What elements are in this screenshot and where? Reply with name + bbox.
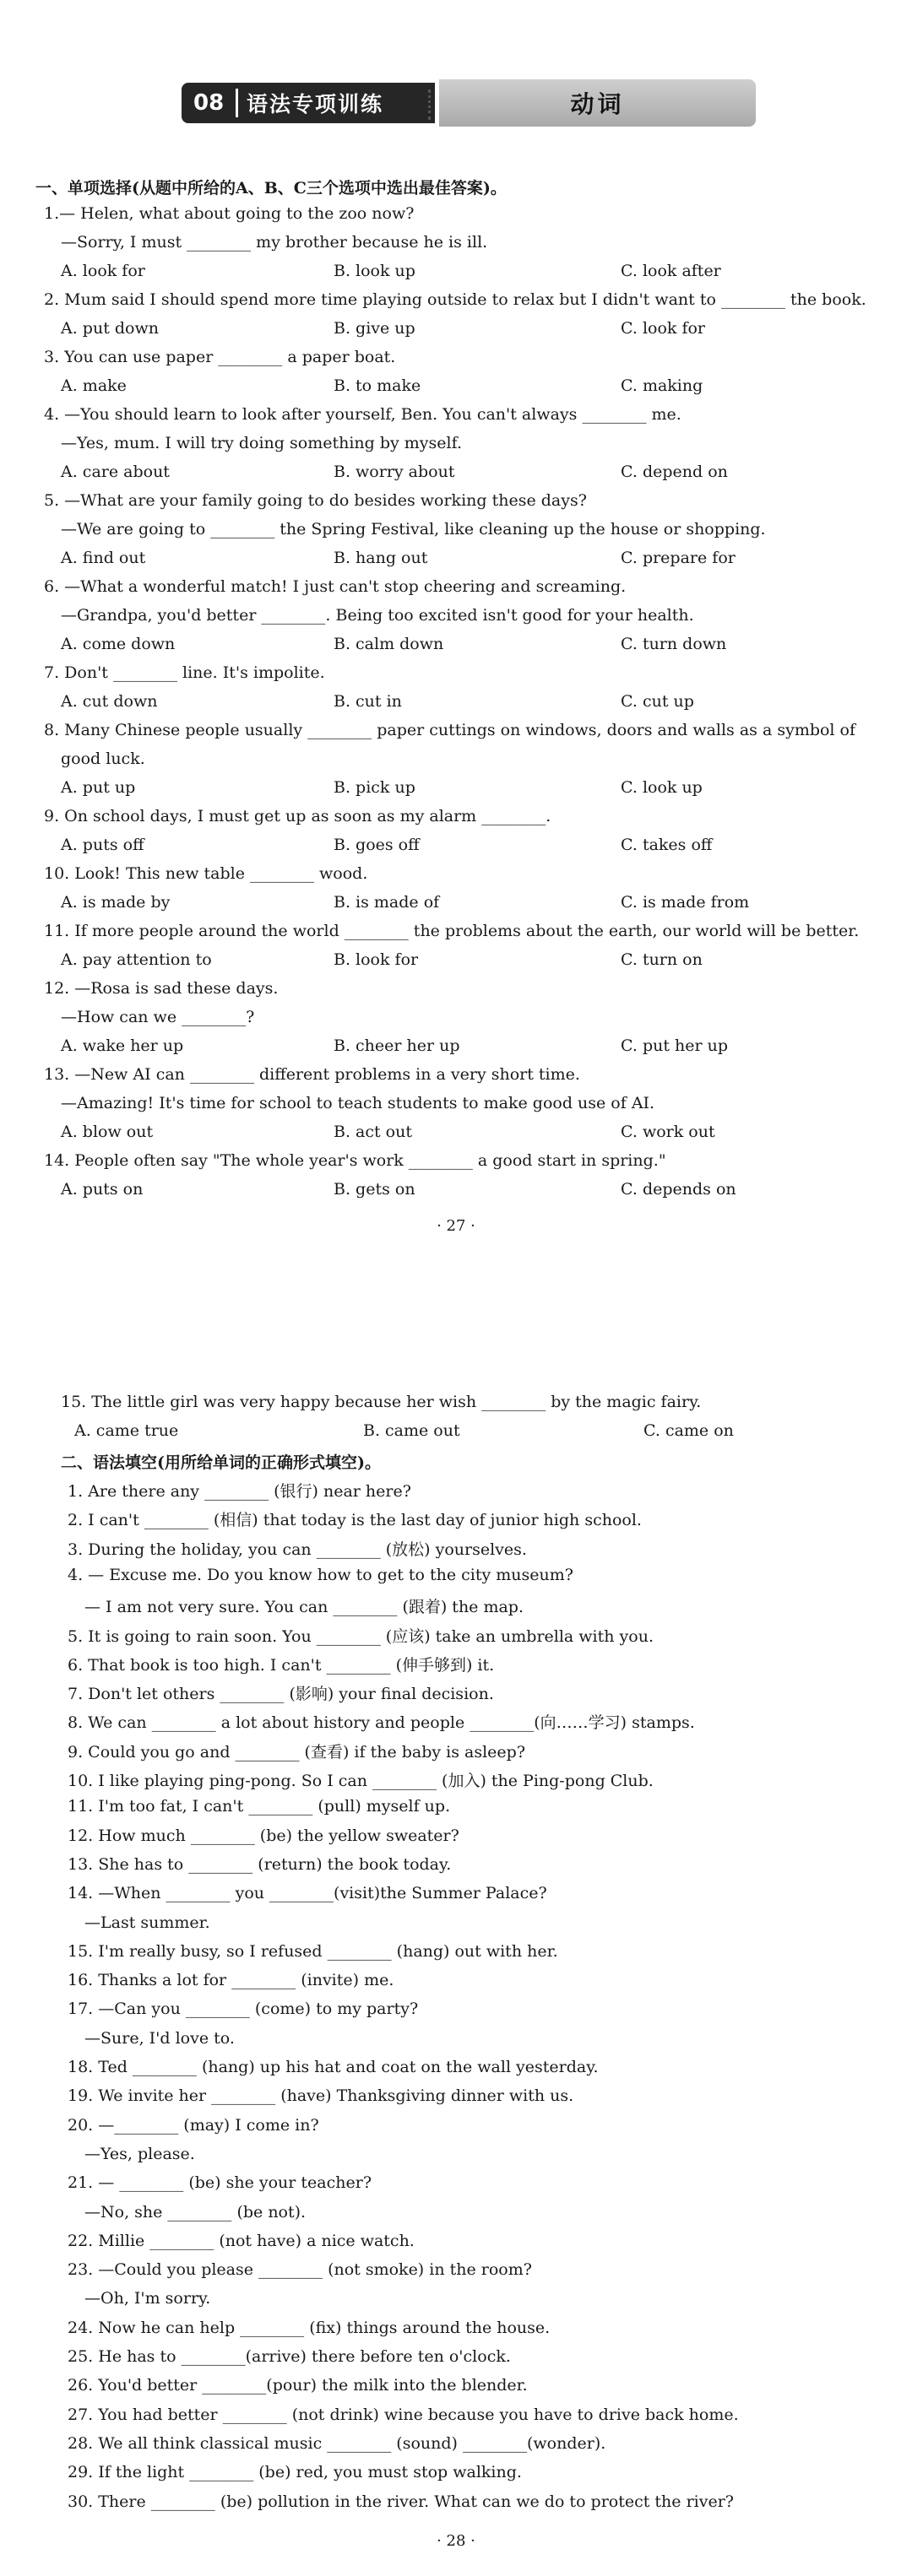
answer-option: C. depends on xyxy=(621,1180,736,1199)
fill-blank-line: 13. She has to ________ (return) the book today. xyxy=(68,1854,452,1874)
header-label xyxy=(182,83,435,123)
answer-option: A. puts on xyxy=(61,1180,144,1199)
answer-option: C. look after xyxy=(621,262,721,280)
question-stem: 9. On school days, I must get up as soon as my alarm ________. xyxy=(44,807,551,825)
fill-blank-line: 21. — ________ (be) she your teacher? xyxy=(68,2173,372,2193)
answer-option: A. come down xyxy=(61,635,176,653)
fill-blank-line: 22. Millie ________ (not have) a nice watch. xyxy=(68,2231,415,2250)
question-stem: 6. —What a wonderful match! I just can't stop cheering and screaming. xyxy=(44,577,627,596)
fill-blank-line: 26. You'd better ________(pour) the milk into the blender. xyxy=(68,2376,528,2395)
question-line: —Sorry, I must ________ my brother because he is ill. xyxy=(61,233,488,252)
answer-option: C. takes off xyxy=(621,836,713,854)
answer-option: A. look for xyxy=(61,262,145,280)
fill-blank-line: 19. We invite her ________ (have) Thanksgiving dinner with us. xyxy=(68,2086,574,2106)
answer-option: A. is made by xyxy=(61,893,171,912)
header-divider xyxy=(236,89,238,117)
answer-option: B. worry about xyxy=(334,463,455,481)
fill-blank-line: —Oh, I'm sorry. xyxy=(84,2289,211,2308)
header-number: 08 xyxy=(193,90,225,116)
answer-option: B. came out xyxy=(363,1421,460,1440)
page-number: · 28 · xyxy=(437,2532,475,2550)
fill-blank-line: 11. I'm too fat, I can't ________ (pull) myself up. xyxy=(68,1797,451,1816)
answer-option: C. turn on xyxy=(621,950,703,969)
answer-option: A. wake her up xyxy=(61,1036,184,1055)
fill-blank-line: 8. We can ________ a lot about history and people ________(向……学习) stamps. xyxy=(68,1713,695,1733)
answer-option: A. cut down xyxy=(61,692,158,711)
fill-blank-line: —Yes, please. xyxy=(84,2144,195,2163)
question-stem: 8. Many Chinese people usually ________ paper cuttings on windows, doors and walls as a symbol of xyxy=(44,721,856,739)
fill-blank-line: 6. That book is too high. I can't ________ (伸手够到) it. xyxy=(68,1655,495,1675)
question-stem: 13. —New AI can ________ different problems in a very short time. xyxy=(44,1065,580,1084)
answer-option: C. work out xyxy=(621,1123,715,1141)
answer-option: C. making xyxy=(621,376,703,395)
fill-blank-line: 14. —When ________ you ________(visit)the Summer Palace? xyxy=(68,1884,547,1903)
fill-blank-line: 12. How much ________ (be) the yellow sweater? xyxy=(68,1826,459,1845)
question-line: —We are going to ________ the Spring Festival, like cleaning up the house or shopping. xyxy=(61,520,766,538)
question-stem: 12. —Rosa is sad these days. xyxy=(44,979,279,998)
fill-blank-line: —No, she ________ (be not). xyxy=(84,2202,307,2222)
question-stem: 4. —You should learn to look after yourself, Ben. You can't always ________ me. xyxy=(44,405,681,424)
section-header xyxy=(182,79,756,130)
fill-blank-line: 25. He has to ________(arrive) there before ten o'clock. xyxy=(68,2347,511,2366)
answer-option: B. act out xyxy=(334,1123,412,1141)
answer-option: C. came on xyxy=(643,1421,734,1440)
question-line: —Yes, mum. I will try doing something by myself. xyxy=(61,434,462,452)
fill-blank-line: 23. —Could you please ________ (not smoke) in the room? xyxy=(68,2260,532,2280)
question-stem: 1.— Helen, what about going to the zoo now? xyxy=(44,204,415,223)
fill-blank-line: —Sure, I'd love to. xyxy=(84,2028,235,2048)
question-line: —Amazing! It's time for school to teach students to make good use of AI. xyxy=(61,1094,655,1112)
page-number: · 27 · xyxy=(437,1217,475,1235)
part2-title: 二、语法填空(用所给单词的正确形式填空)。 xyxy=(61,1453,381,1472)
fill-blank-line: 3. During the holiday, you can ________ (放松) yourselves. xyxy=(68,1540,527,1559)
question-line: —Grandpa, you'd better ________. Being too excited isn't good for your health. xyxy=(61,606,694,625)
question-stem: 5. —What are your family going to do besides working these days? xyxy=(44,491,587,510)
fill-blank-line: 24. Now he can help ________ (fix) things around the house. xyxy=(68,2318,551,2337)
question-stem: 15. The little girl was very happy because her wish ________ by the magic fairy. xyxy=(61,1393,702,1411)
fill-blank-line: 1. Are there any ________ (银行) near here? xyxy=(68,1482,411,1501)
answer-option: C. turn down xyxy=(621,635,727,653)
fill-blank-line: —Last summer. xyxy=(84,1913,210,1932)
answer-option: C. is made from xyxy=(621,893,750,912)
answer-option: A. put up xyxy=(61,778,136,797)
answer-option: C. cut up xyxy=(621,692,694,711)
answer-option: A. put down xyxy=(61,319,159,338)
answer-option: C. look up xyxy=(621,778,703,797)
question-stem: 11. If more people around the world ________ the problems about the earth, our world will be better. xyxy=(44,922,860,940)
header-topic-box xyxy=(439,79,756,127)
answer-option: B. cheer her up xyxy=(334,1036,460,1055)
fill-blank-line: 20. —________ (may) I come in? xyxy=(68,2115,319,2135)
fill-blank-line: 10. I like playing ping-pong. So I can ________ (加入) the Ping-pong Club. xyxy=(68,1772,654,1790)
answer-option: A. pay attention to xyxy=(61,950,212,969)
fill-blank-line: 18. Ted ________ (hang) up his hat and coat on the wall yesterday. xyxy=(68,2058,599,2076)
answer-option: A. find out xyxy=(61,549,146,567)
fill-blank-line: 9. Could you go and ________ (查看) if the baby is asleep? xyxy=(68,1742,526,1762)
fill-blank-line: 16. Thanks a lot for ________ (invite) me. xyxy=(68,1971,394,1990)
answer-option: B. look for xyxy=(334,950,419,969)
answer-option: B. hang out xyxy=(334,549,428,567)
fill-blank-line: 30. There ________ (be) pollution in the river. What can we do to protect the river? xyxy=(68,2492,734,2511)
answer-option: A. came true xyxy=(74,1421,179,1440)
header-title: 语法专项训练 xyxy=(247,92,384,116)
answer-option: A. make xyxy=(61,376,127,395)
question-stem: 14. People often say "The whole year's work ________ a good start in spring." xyxy=(44,1151,666,1170)
fill-blank-line: 29. If the light ________ (be) red, you must stop walking. xyxy=(68,2463,522,2482)
fill-blank-line: 27. You had better ________ (not drink) wine because you have to drive back home. xyxy=(68,2405,739,2424)
answer-option: C. prepare for xyxy=(621,549,736,567)
answer-option: C. put her up xyxy=(621,1036,729,1055)
header-topic: 动词 xyxy=(570,90,625,118)
question-line: good luck. xyxy=(61,750,145,768)
answer-option: B. is made of xyxy=(334,893,440,912)
answer-option: C. depend on xyxy=(621,463,728,481)
fill-blank-line: — I am not very sure. You can ________ (跟着) the map. xyxy=(84,1598,524,1617)
fill-blank-line: 28. We all think classical music ________ (sound) ________(wonder). xyxy=(68,2433,606,2453)
question-stem: 3. You can use paper ________ a paper boat. xyxy=(44,348,396,366)
fill-blank-line: 17. —Can you ________ (come) to my party? xyxy=(68,2000,419,2019)
question-stem: 7. Don't ________ line. It's impolite. xyxy=(44,663,325,682)
part1-title: 一、单项选择(从题中所给的A、B、C三个选项中选出最佳答案)。 xyxy=(35,179,507,198)
question-stem: 10. Look! This new table ________ wood. xyxy=(44,864,368,883)
answer-option: B. look up xyxy=(334,262,415,280)
fill-blank-line: 2. I can't ________ (相信) that today is the last day of junior high school. xyxy=(68,1511,642,1530)
fill-blank-line: 7. Don't let others ________ (影响) your final decision. xyxy=(68,1685,494,1704)
answer-option: A. care about xyxy=(61,463,170,481)
answer-option: A. blow out xyxy=(61,1123,154,1141)
question-line: —How can we ________? xyxy=(61,1008,255,1026)
answer-option: B. pick up xyxy=(334,778,415,797)
answer-option: B. cut in xyxy=(334,692,402,711)
answer-option: B. to make xyxy=(334,376,421,395)
answer-option: B. gets on xyxy=(334,1180,415,1199)
answer-option: C. look for xyxy=(621,319,706,338)
fill-blank-line: 4. — Excuse me. Do you know how to get to the city museum? xyxy=(68,1565,573,1584)
answer-option: B. give up xyxy=(334,319,415,338)
fill-blank-line: 15. I'm really busy, so I refused ________ (hang) out with her. xyxy=(68,1941,558,1961)
fill-blank-line: 5. It is going to rain soon. You ________ (应该) take an umbrella with you. xyxy=(68,1626,654,1646)
answer-option: A. puts off xyxy=(61,836,144,854)
answer-option: B. calm down xyxy=(334,635,444,653)
answer-option: B. goes off xyxy=(334,836,420,854)
question-stem: 2. Mum said I should spend more time playing outside to relax but I didn't want to ________ the book. xyxy=(44,290,866,309)
